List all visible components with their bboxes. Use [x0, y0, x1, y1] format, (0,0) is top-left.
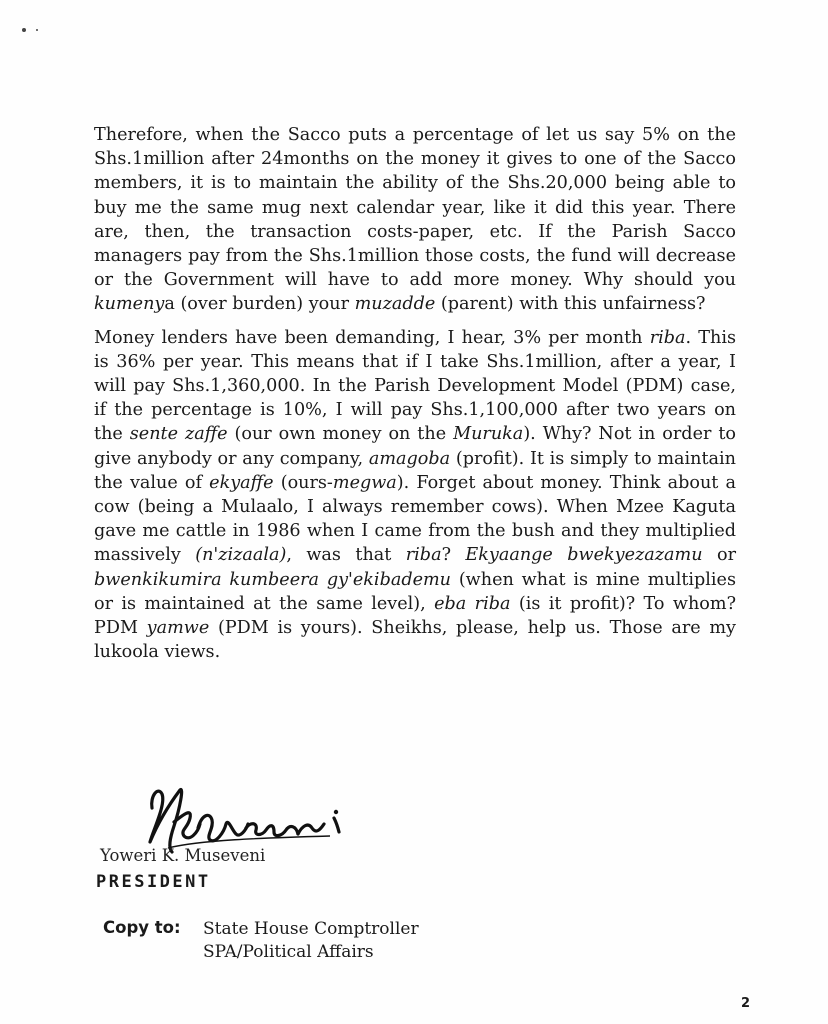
paragraph-1: Therefore, when the Sacco puts a percentage of let us say 5% on the Shs.1million after 24months on the money it gives to one of the Sacco members, it is to maintain the ability of the Shs.20,000 being able to buy me the same mug next calendar year, like it did this year. There are, then, the transaction costs-paper, etc. If the Parish Sacco managers pay from the Shs.1million those costs, the fund will decrease or the Government will have to add more money. Why should you kumenya (over burden) your muzadde (parent) with this unfairness?	[94, 125, 736, 315]
copy-to-label: Copy to:	[103, 918, 181, 937]
copy-to-list	[203, 918, 419, 964]
letter-body	[94, 123, 736, 673]
scan-specks	[22, 26, 52, 36]
paragraph-2: Money lenders have been demanding, I hear, 3% per month riba. This is 36% per year. This means that if I take Shs.1million, after a year, I will pay Shs.1,360,000. In the Parish Development Model (PDM) case, if the percentage is 10%, I will pay Shs.1,100,000 after two years on the sente zaffe (our own money on the Muruka). Why? Not in order to give anybody or any company, amagoba (profit). It is simply to maintain the value of ekyaffe (ours-megwa). Forget about money. Think about a cow (being a Mulaalo, I always remember cows). When Mzee Kaguta gave me cattle in 1986 when I came from the bush and they multiplied massively (n'zizaala), was that riba? Ekyaange bwekyezazamu or bwenkikumira kumbeera gy'ekibademu (when what is mine multiplies or is maintained at the same level), eba riba (is it profit)? To whom? PDM yamwe (PDM is yours). Sheikhs, please, help us. Those are my lukoola views.	[94, 327, 737, 663]
copy-recipient: SPA/Political Affairs	[203, 942, 374, 962]
copy-recipient: State House Comptroller	[203, 919, 419, 939]
signer-name: Yoweri K. Museveni	[100, 846, 266, 865]
signer-title: PRESIDENT	[96, 872, 211, 892]
page-number: 2	[741, 996, 751, 1011]
